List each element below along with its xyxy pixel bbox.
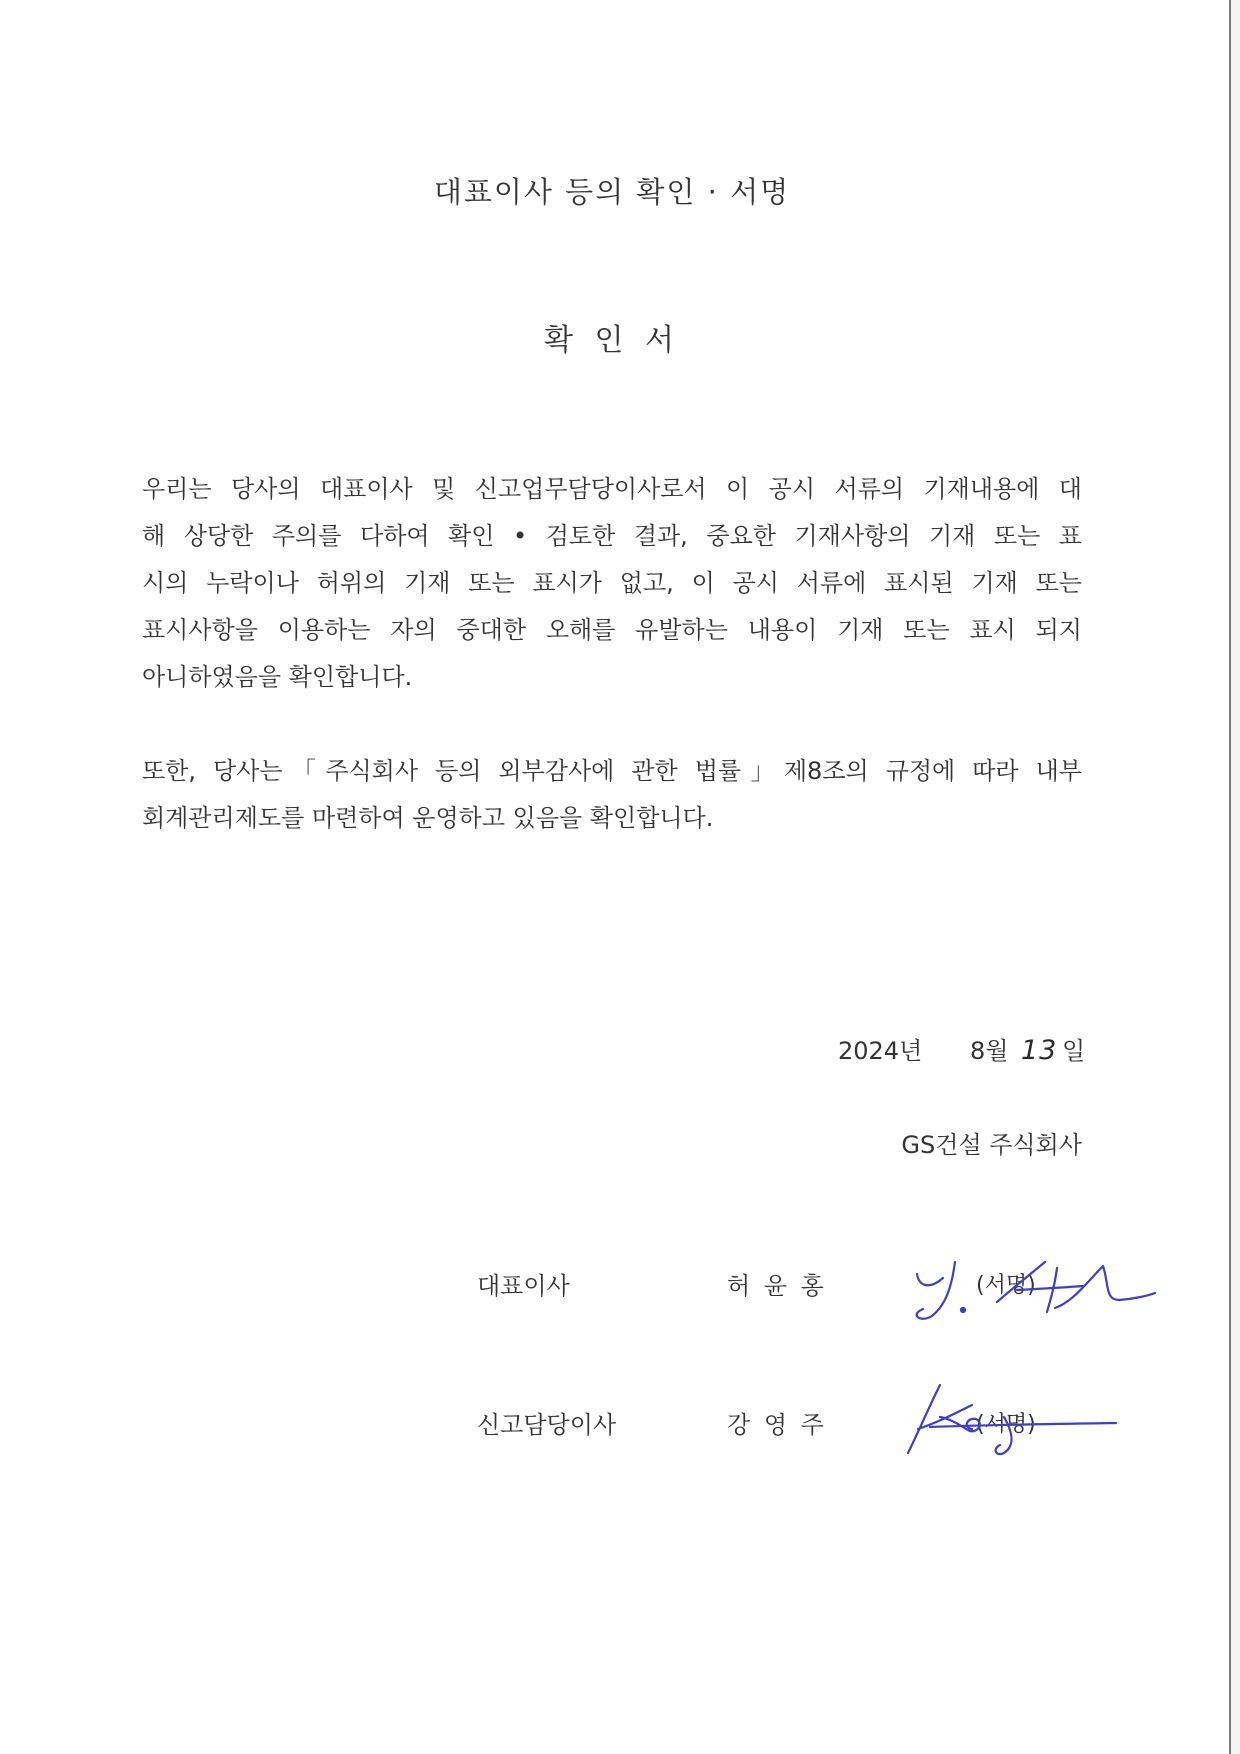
paragraph-2-line-1: 또한, 당사는「주식회사 등의 외부감사에 관한 법률」제8조의 규정에 따라 내부: [142, 757, 1082, 785]
date-year: 2024년: [838, 1037, 923, 1065]
date-day-unit: 일: [1062, 1037, 1086, 1065]
paragraph-2-line-2: 회계관리제도를 마련하여 운영하고 있음을 확인합니다.: [142, 804, 714, 832]
signer-2-name: 강 영 주: [727, 1411, 827, 1439]
scan-page-edge-shade: [1231, 0, 1240, 1754]
paragraph-1-line-1: 우리는 당사의 대표이사 및 신고업무담당이사로서 이 공시 서류의 기재내용에 대: [142, 475, 1082, 503]
signer-2-handwritten-signature: [900, 1383, 1122, 1457]
signer-2-sign-label: (서명): [976, 1412, 1036, 1437]
document-heading: 대표이사 등의 확인 · 서명: [433, 175, 791, 209]
paragraph-1-line-3: 시의 누락이나 허위의 기재 또는 표시가 없고, 이 공시 서류에 표시된 기재 또는: [142, 569, 1082, 597]
document-title: 확 인 서: [543, 323, 680, 358]
paragraph-1-line-2: 해 상당한 주의를 다하여 확인 • 검토한 결과, 중요한 기재사항의 기재 또는 표: [142, 522, 1082, 550]
date-day-handwritten: 13: [1021, 1035, 1058, 1066]
signer-1-handwritten-signature: [905, 1256, 1157, 1326]
signer-1-sign-label: (서명): [976, 1273, 1036, 1298]
company-name: GS건설 주식회사: [901, 1131, 1082, 1159]
signer-1-role: 대표이사: [477, 1272, 570, 1300]
date-month: 8월: [970, 1037, 1009, 1065]
signer-1-name: 허 윤 홍: [727, 1272, 827, 1300]
scan-page-edge-line: [1229, 0, 1231, 1754]
paragraph-1-line-5: 아니하였음을 확인합니다.: [142, 663, 413, 691]
paragraph-1-line-4: 표시사항을 이용하는 자의 중대한 오해를 유발하는 내용이 기재 또는 표시 되지: [142, 616, 1082, 644]
signer-2-role: 신고담당이사: [477, 1411, 617, 1439]
